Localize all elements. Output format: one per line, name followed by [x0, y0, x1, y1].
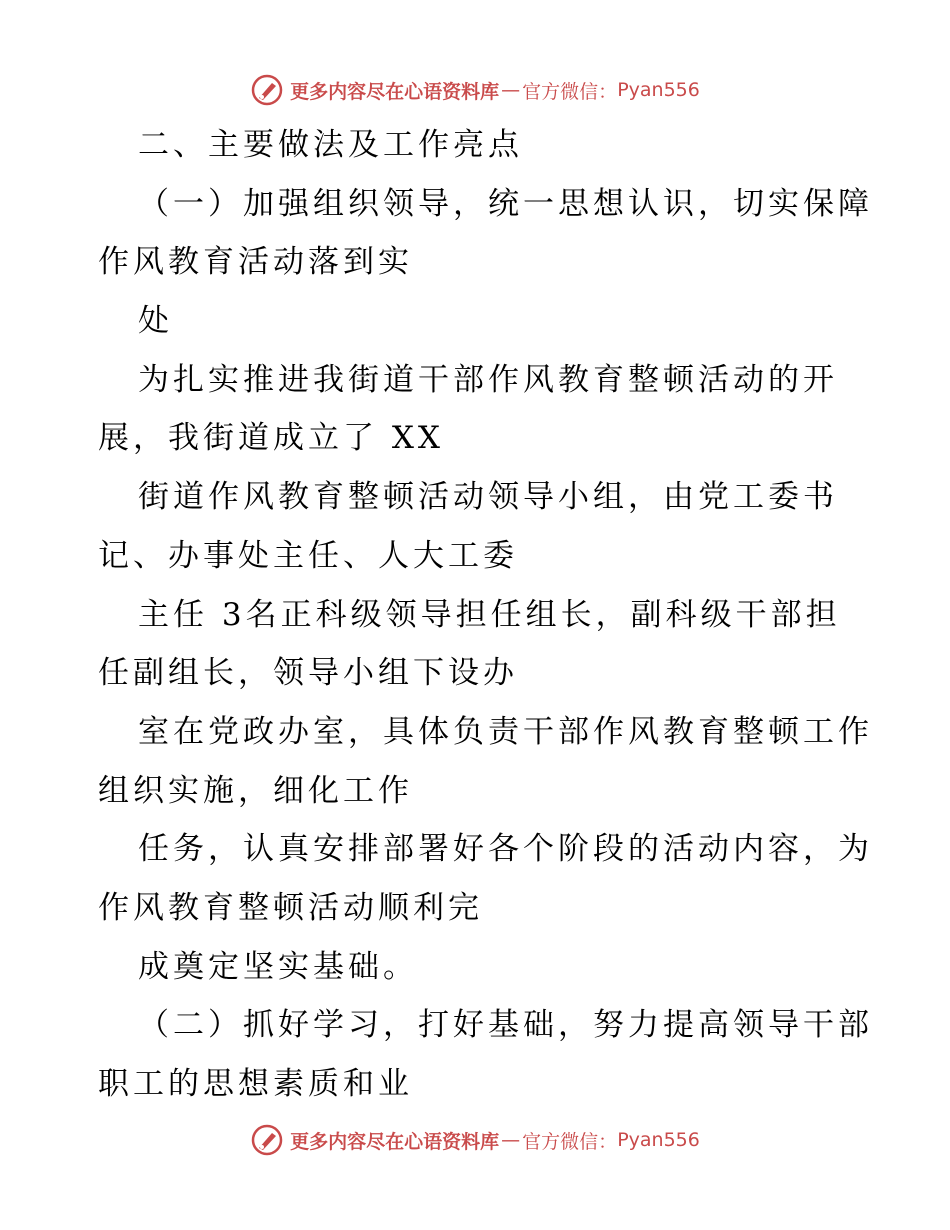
watermark-wechat-id: Pyan556: [617, 1129, 700, 1151]
text-line: 街道作风教育整顿活动领导小组，由党工委书: [138, 479, 838, 516]
text-line: 记、办事处主任、人大工委: [98, 537, 518, 574]
footer-watermark: [0, 1120, 950, 1160]
text-line: （一）加强组织领导，统一思想认识，切实保障: [138, 185, 873, 222]
watermark-separator: —: [501, 79, 521, 101]
text-line: 主任 3名正科级领导担任组长，副科级干部担: [138, 596, 841, 633]
watermark-brand: 更多内容尽在心语资料库: [290, 80, 500, 103]
text-line: 组织实施，细化工作: [98, 772, 413, 809]
text-line: 为扎实推进我街道干部作风教育整顿活动的开: [138, 361, 838, 398]
watermark-separator: —: [501, 1129, 521, 1151]
watermark-brand: 更多内容尽在心语资料库: [290, 1130, 500, 1153]
watermark-wechat-id: Pyan556: [617, 79, 700, 101]
text-line: 任务，认真安排部署好各个阶段的活动内容，为: [138, 831, 873, 868]
header-watermark: [0, 70, 950, 110]
text-line: 职工的思想素质和业: [98, 1066, 413, 1102]
text-line: 任副组长，领导小组下设办: [98, 655, 518, 692]
watermark-label: 官方微信：: [522, 1130, 618, 1153]
text-line: 展，我街道成立了 XX: [98, 420, 444, 457]
text-line: 作风教育活动落到实: [98, 244, 413, 281]
document-body: [98, 116, 873, 1114]
text-line: 室在党政办室，具体负责干部作风教育整顿工作: [138, 713, 873, 750]
text-line: 二、主要做法及工作亮点: [138, 127, 523, 163]
text-line: 成奠定坚实基础。: [138, 948, 418, 985]
text-line: 处: [138, 303, 173, 340]
watermark-label: 官方微信：: [522, 80, 618, 103]
pen-logo-icon: [250, 73, 284, 107]
text-line: （二）抓好学习，打好基础，努力提高领导干部: [138, 1007, 873, 1044]
pen-logo-icon: [250, 1123, 284, 1157]
text-line: 作风教育整顿活动顺利完: [98, 889, 483, 926]
